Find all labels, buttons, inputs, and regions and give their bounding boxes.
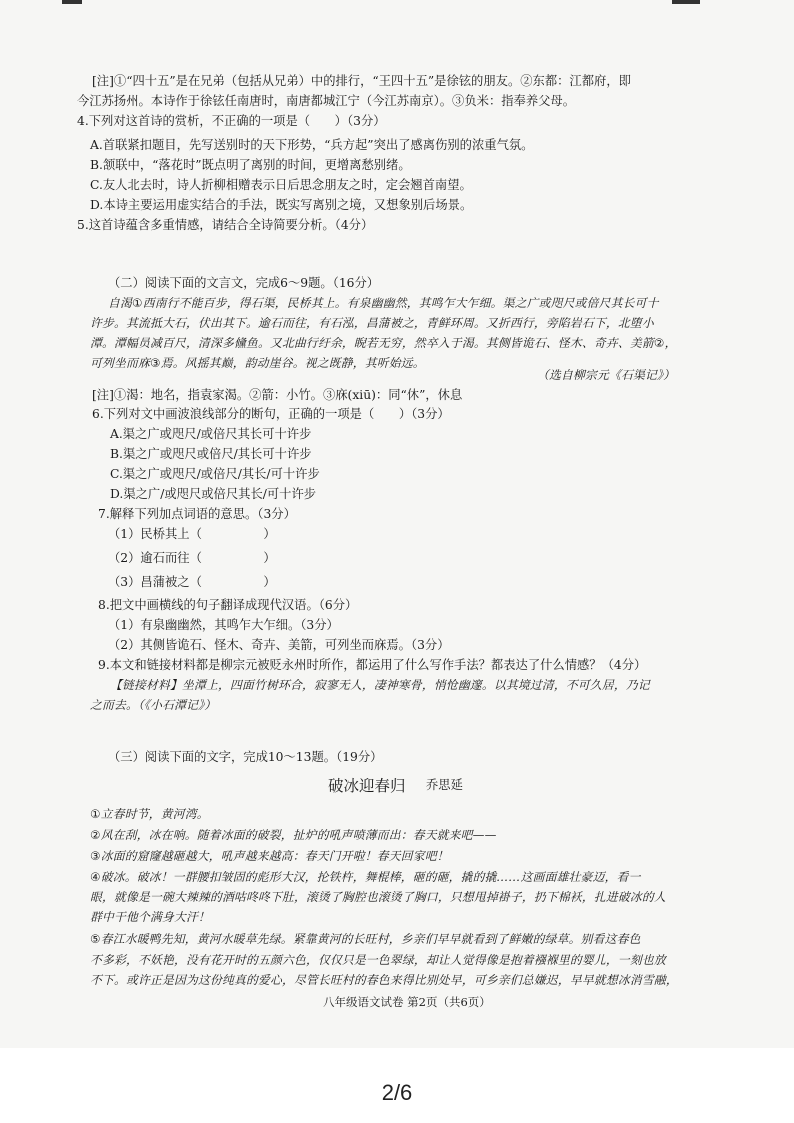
page-indicator: 2/6 xyxy=(381,1080,413,1105)
article-author: 乔思延 xyxy=(426,778,463,792)
q7-item-2: （2）逾石而往（ ） xyxy=(108,551,276,565)
section-2-heading: （二）阅读下面的文言文，完成6～9题。（16分） xyxy=(108,276,380,290)
q6-choice-b: B.渠之广或咫尺或倍尺/其长可十许步 xyxy=(110,447,312,461)
link-material-line: 【链接材料】坐潭上，四面竹树环合，寂寥无人，凄神寒骨，悄怆幽邃。以其境过清，不可久居，乃记 xyxy=(110,678,650,692)
page-footer: 八年级语文试卷 第2页（共6页） xyxy=(323,995,491,1009)
paragraph-3: ③冰面的窟窿越砸越大，吼声越来越高：春天门开啦！春天回家吧！ xyxy=(90,849,449,863)
question-8: 8.把文中画横线的句子翻译成现代汉语。（6分） xyxy=(98,598,358,612)
paragraph-5-line: 不下。或许正是因为这份纯真的爱心，尽管长旺村的春色来得比别处早，可乡亲们总嫌迟，早早就想冰消雪融， xyxy=(90,973,678,987)
link-material-line: 之而去。（《小石潭记》） xyxy=(90,698,217,712)
classical-text-line: 潭。潭幅员减百尺，清深多儵鱼。又北曲行纡余，睨若无穷，然卒入于渴。其侧皆诡石、怪木、奇卉、美箭②， xyxy=(90,336,677,350)
classical-text-line: 可列坐而庥③焉。风摇其巅，韵动崖谷。视之既静，其听始远。 xyxy=(90,356,425,370)
classical-text-line: 自渴①西南行不能百步，得石渠，民桥其上。有泉幽幽然，其鸣乍大乍细。渠之广或咫尺或倍尺其长可十 xyxy=(108,296,659,310)
choice-d: D.本诗主要运用虚实结合的手法，既实写离别之境，又想象别后场景。 xyxy=(90,198,473,212)
q6-choice-a: A.渠之广或咫尺/或倍尺其长可十许步 xyxy=(110,427,312,441)
classical-source: （选自柳宗元《石渠记》） xyxy=(537,368,676,382)
classical-notes: [注]①渴：地名，指袁家渴。②箭：小竹。③庥(xiū)：同“休”，休息 xyxy=(92,388,463,402)
question-4: 4.下列对这首诗的赏析，不正确的一项是（ ）（3分） xyxy=(77,114,386,128)
section-3-heading: （三）阅读下面的文字，完成10～13题。（19分） xyxy=(108,750,383,764)
question-5: 5.这首诗蕴含多重情感，请结合全诗简要分析。（4分） xyxy=(77,218,374,232)
q6-choice-c: C.渠之广或咫尺/或倍尺/其长/可十许步 xyxy=(110,467,320,481)
paragraph-5-line: 不多彩，不妖艳，没有花开时的五颜六色，仅仅只是一色翠绿，却让人觉得像是抱着襁褓里的婴儿，一刻也放 xyxy=(90,953,666,967)
poem-note-line: [注]①“四十五”是在兄弟（包括从兄弟）中的排行，“王四十五”是徐铉的朋友。②东都：江都府，即 xyxy=(92,74,631,88)
choice-b: B.颔联中，“落花时”既点明了离别的时间，更增离愁别绪。 xyxy=(90,158,411,172)
paragraph-5-line: ⑤春江水暖鸭先知，黄河水暖草先绿。紧靠黄河的长旺村，乡亲们早早就看到了鲜嫩的绿草。别看这春色 xyxy=(90,932,641,946)
paragraph-4-line: 眼，就像是一碗大辣辣的酒咕咚咚下肚，滚烫了胸腔也滚烫了胸口，只想甩掉褂子，扔下棉袄，扎进破冰的人 xyxy=(90,890,666,904)
q8-item-2: （2）其侧皆诡石、怪木、奇卉、美箭，可列坐而庥焉。（3分） xyxy=(108,638,450,652)
question-7: 7.解释下列加点词语的意思。（3分） xyxy=(98,507,296,521)
q7-item-1: （1）民桥其上（ ） xyxy=(108,527,276,541)
q8-item-1: （1）有泉幽幽然，其鸣乍大乍细。（3分） xyxy=(108,618,339,632)
question-9: 9.本文和链接材料都是柳宗元被贬永州时所作，都运用了什么写作手法？都表达了什么情感？（4分） xyxy=(98,658,647,672)
article-title: 破冰迎春归 xyxy=(328,777,406,795)
choice-a: A.首联紧扣题目，先写送别时的天下形势，“兵方起”突出了感离伤别的浓重气氛。 xyxy=(90,138,534,152)
question-6: 6.下列对文中画波浪线部分的断句，正确的一项是（ ）（3分） xyxy=(92,407,450,421)
choice-c: C.友人北去时，诗人折柳相赠表示日后思念朋友之时，定会翘首南望。 xyxy=(90,178,472,192)
q6-choice-d: D.渠之广/或咫尺或倍尺其长/可十许步 xyxy=(110,487,317,501)
paragraph-2: ②风在刮，冰在响。随着冰面的破裂，扯炉的吼声喷薄而出：春天就来吧—— xyxy=(90,828,497,842)
q7-item-3: （3）昌蒲被之（ ） xyxy=(108,575,276,589)
paragraph-4-line: 群中干他个满身大汗！ xyxy=(90,910,210,924)
paragraph-1: ①立春时节，黄河湾。 xyxy=(90,807,209,821)
classical-text-line: 许步。其流抵大石，伏出其下。逾石而往，有石泓，昌蒲被之，青鲜环周。又折西行，旁陷岩石下，北堕小 xyxy=(90,316,654,330)
poem-note-line: 今江苏扬州。本诗作于徐铉任南唐时，南唐都城江宁（今江苏南京）。③负米：指奉养父母。 xyxy=(77,94,576,108)
scan-edge-mark xyxy=(672,0,700,4)
scan-edge-mark xyxy=(62,0,82,4)
paragraph-4-line: ④破冰。破冰！一群腰扣皱固的彪形大汉，抡铁杵，舞棍棒，砸的砸，撬的撬……这画面雄壮豪迈，看一 xyxy=(90,870,641,884)
